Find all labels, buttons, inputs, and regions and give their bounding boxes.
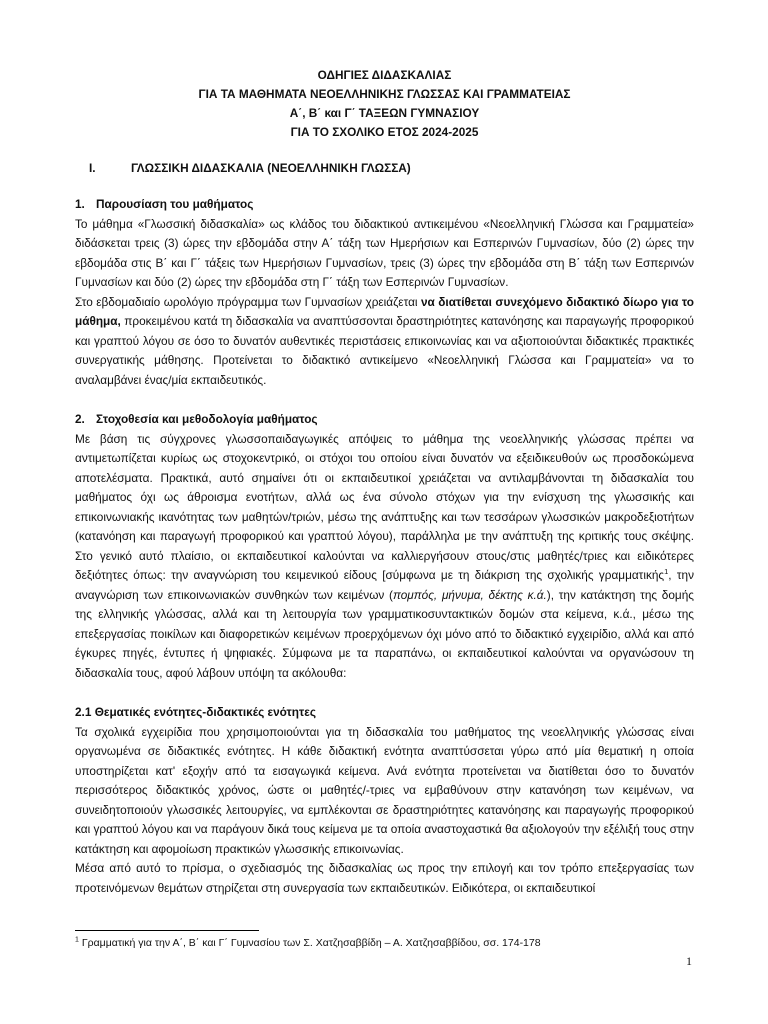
section-1-paragraph-1: Το μάθημα «Γλωσσική διδασκαλία» ως κλάδος του διδακτικού αντικειμένου «Νεοελληνική Γλώσσα και Γραμματεία» διδάσκεται τρεις (3) ώρες την εβδομάδα στην Α΄ τάξη των Ημερήσιων και Εσπερινών Γυμνασίων, δύο (2) ώρες την εβδομάδα στις Β΄ και Γ΄ τάξεις των Ημερήσιων Γυμνασίων, τρεις (3) ώρες την εβδομάδα στη Β΄ τάξη των Εσπερινών Γυμνασίων και δύο (2) ώρες την εβδομάδα στη Γ΄ τάξη των Εσπερινών Γυμνασίων. — [75, 216, 694, 289]
footnote — [75, 936, 541, 950]
section-2-title: Στοχοθεσία και μεθοδολογία μαθήματος — [96, 412, 318, 426]
title-line-2: ΓΙΑ ΤΑ ΜΑΘΗΜΑΤΑ ΝΕΟΕΛΛΗΝΙΚΗΣ ΓΛΩΣΣΑΣ ΚΑΙ ΓΡΑΜΜΑΤΕΙΑΣ — [198, 87, 571, 101]
section-2-1-number: 2.1 — [75, 705, 92, 719]
page-number: 1 — [686, 954, 692, 968]
section-1-paragraph-2-text-b: προκειμένου κατά τη διδασκαλία να αναπτύσσονται δραστηριότητες κατανόησης και παραγωγής προφορικού και γραπτού λόγου σε όσο το δυνατόν αυθεντικές περιστάσεις επικοινωνίας και να αξιοποιούνται διδακτικές πρακτικές συνεργατικής μάθησης. Προτείνεται το διδακτικό αντικείμενο «Νεοελληνική Γλώσσα και Γραμματεία» να το αναλαμβάνει ένας/μία εκπαιδευτικός. — [75, 314, 694, 387]
section-2-1-title: Θεματικές ενότητες-διδακτικές ενότητες — [94, 705, 316, 719]
section-2-text-b: , την αναγνώριση των επικοινωνιακών συνθηκών των κειμένων ( — [75, 568, 694, 602]
title-line-4: ΓΙΑ ΤΟ ΣΧΟΛΙΚΟ ΕΤΟΣ 2024-2025 — [290, 125, 479, 139]
footnote-separator — [75, 930, 259, 931]
chapter-title: ΓΛΩΣΣΙΚΗ ΔΙΔΑΣΚΑΛΙΑ (ΝΕΟΕΛΛΗΝΙΚΗ ΓΛΩΣΣΑ) — [131, 161, 411, 175]
section-2-text-a: Με βάση τις σύγχρονες γλωσσοπαιδαγωγικές απόψεις το μάθημα της νεοελληνικής γλώσσας πρέπει να αντιμετωπίζεται κυρίως ως στοχοκεντρικό, οι στόχοι του οποίου είναι δυνατόν να εξειδικευθούν ως προσδοκώμενα αποτελέσματα. Πρακτικά, αυτό σημαίνει ότι οι εκπαιδευτικοί χρειάζεται να αντιλαμβάνονται τη διδασκαλία του μαθήματος όχι ως άθροισμα ενοτήτων, αλλά ως ένα σύνολο στόχων για την ενίσχυση της γλωσσικής και επικοινωνιακής ικανότητας των μαθητών/τριών, μέσω της ανάπτυξης και των τεσσάρων γλωσσικών μακροδεξιοτήτων (κατανόηση και παραγωγή προφορικού και γραπτού λόγου), παράλληλα με την ανάπτυξη της κριτικής τους σκέψης. Στο γενικό αυτό πλαίσιο, οι εκπαιδευτικοί καλούνται να καλλιεργήσουν στους/στις μαθητές/τριες και ειδικότερες δεξιότητες όπως: την αναγνώριση του κειμενικού είδους [σύμφωνα με τη διάκριση της σχολικής γραμματικής — [75, 431, 694, 582]
chapter-heading — [75, 159, 694, 178]
title-line-1: ΟΔΗΓΙΕΣ ΔΙΔΑΣΚΑΛΙΑΣ — [317, 68, 452, 82]
document-title-block — [75, 66, 694, 142]
section-1-number: 1. — [75, 197, 85, 211]
section-1-heading — [75, 195, 694, 215]
section-2-text-c: ), την κατάκτηση της δομής της ελληνικής γλώσσας, αλλά και τη λειτουργία των γραμματικοσυντακτικών δομών στα κείμενα, κ.ά., μέσω της επεξεργασίας ποικίλων και διαφορετικών κειμένων προερχόμενων όχι μόνο από το διδακτικό εγχειρίδιο, αλλά και από έγκυρες πηγές, έντυπες ή ψηφιακές. Σύμφωνα με τα παραπάνω, οι εκπαιδευτικοί καλούνται να οργανώσουν τη διδασκαλία τους, αφού λάβουν υπόψη τα ακόλουθα: — [75, 587, 694, 680]
chapter-number: I. — [89, 161, 96, 175]
section-1-paragraph-2 — [75, 293, 694, 391]
footnote-reference[interactable]: 1 — [664, 567, 669, 577]
section-2-number: 2. — [75, 412, 85, 426]
section-2-italic-text: πομπός, μήνυμα, δέκτης κ.ά. — [392, 587, 547, 602]
title-line-3: Α΄, Β΄ και Γ΄ ΤΑΞΕΩΝ ΓΥΜΝΑΣΙΟΥ — [289, 106, 480, 120]
section-1-paragraph-2-emphasis: να διατίθεται συνεχόμενο διδακτικό δίωρο για το μάθημα, — [75, 294, 694, 328]
section-2-heading — [75, 410, 694, 430]
section-2-paragraph — [75, 430, 694, 684]
section-2-1-paragraph-1: Τα σχολικά εγχειρίδια που χρησιμοποιούνται για τη διδασκαλία του μαθήματος της νεοελληνικής γλώσσας είναι οργανωμένα σε διδακτικές ενότητες. Η κάθε διδακτική ενότητα αναπτύσσεται γύρω από μία θεματική η οποία υποστηρίζεται κατ' εξοχήν από τα εισαγωγικά κείμενα. Ανά ενότητα προτείνεται να διατίθεται όσο το δυνατόν περισσότερος διδακτικός χρόνος, ώστε οι μαθητές/-τριες να εμβαθύνουν στην κατανόηση των κειμένων, να συνειδητοποιούν γλωσσικές λειτουργίες, να εμπλέκονται σε δραστηριότητες κατανόησης και παραγωγής προφορικού και γραπτού λόγου και να παράγουν δικά τους κείμενα με τα οποία αναστοχαστικά θα αξιολογούν την εξέλιξή τους στην κατάκτηση και αφομοίωση πρακτικών γλωσσικής επικοινωνίας. — [75, 724, 694, 856]
footnote-marker: 1 — [75, 936, 79, 944]
section-2-1-heading — [75, 703, 694, 723]
section-1-title: Παρουσίαση του μαθήματος — [96, 197, 254, 211]
footnote-text: Γραμματική για την Α΄, Β΄ και Γ΄ Γυμνασίου των Σ. Χατζησαββίδη – Α. Χατζησαββίδου, σσ. 174-178 — [78, 937, 541, 949]
section-2-1-paragraph-2: Μέσα από αυτό το πρίσμα, ο σχεδιασμός της διδασκαλίας ως προς την επιλογή και τον τρόπο επεξεργασίας των προτεινόμενων θεμάτων στηρίζεται στη συνεργασία των εκπαιδευτικών. Ειδικότερα, οι εκπαιδευτικοί — [75, 861, 694, 895]
section-1-paragraph-2-text-a: Στο εβδομαδιαίο ωρολόγιο πρόγραμμα των Γυμνασίων χρειάζεται — [75, 294, 421, 309]
